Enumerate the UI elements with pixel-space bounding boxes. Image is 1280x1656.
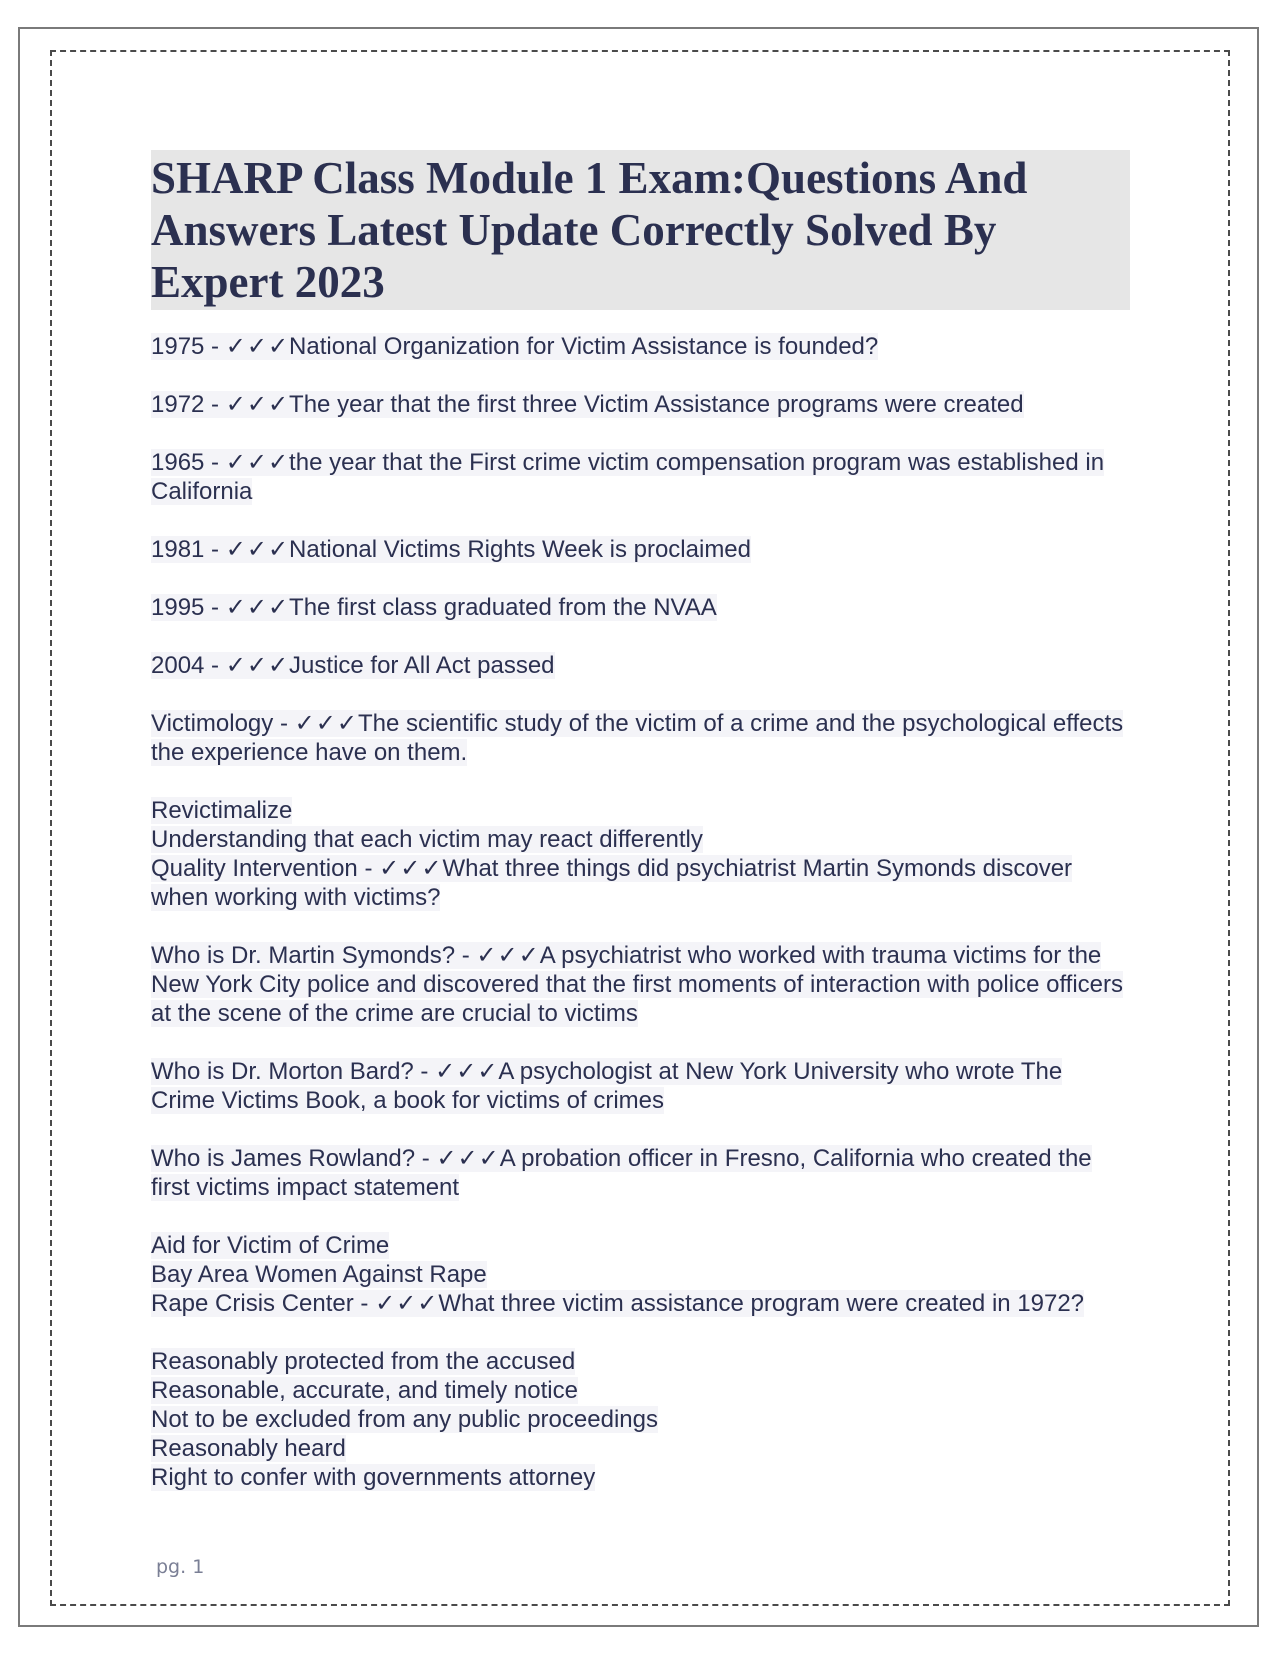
entry-answer: National Organization for Victim Assistance is founded? bbox=[289, 333, 879, 360]
qa-entry bbox=[151, 1231, 1130, 1318]
qa-entry bbox=[151, 709, 1130, 767]
check-mark-icon: ✓✓✓ bbox=[435, 1058, 499, 1085]
check-mark-icon: ✓✓✓ bbox=[436, 1145, 500, 1172]
check-mark-icon: ✓✓✓ bbox=[225, 391, 290, 418]
entry-term: Who is Dr. Martin Symonds? bbox=[151, 942, 456, 969]
entry-term: Rape Crisis Center bbox=[151, 1290, 354, 1317]
entry-answer: Justice for All Act passed bbox=[289, 652, 555, 679]
entry-term: Who is Dr. Morton Bard? bbox=[151, 1058, 414, 1085]
qa-entry bbox=[151, 651, 1130, 680]
entry-term: 1965 bbox=[151, 449, 205, 476]
entry-answer: National Victims Rights Week is proclaimed bbox=[289, 536, 751, 563]
entry-answer: The year that the first three Victim Assistance programs were created bbox=[289, 391, 1024, 418]
entry-term-line: Aid for Victim of Crime bbox=[151, 1232, 390, 1259]
rights-list-item: Not to be excluded from any public proceedings bbox=[151, 1406, 658, 1433]
qa-entry bbox=[151, 390, 1130, 419]
qa-entry bbox=[151, 593, 1130, 622]
qa-entry bbox=[151, 448, 1130, 506]
entry-text: Quality Intervention - ✓✓✓What three things did psychiatrist Martin Symonds discover when working with victims? bbox=[151, 855, 1073, 911]
rights-list-item: Reasonable, accurate, and timely notice bbox=[151, 1377, 578, 1404]
check-mark-icon: ✓✓✓ bbox=[225, 594, 290, 621]
qa-entries bbox=[151, 332, 1130, 1318]
entry-answer: What three victim assistance program were created in 1972? bbox=[438, 1290, 1085, 1317]
entry-term-line: Bay Area Women Against Rape bbox=[151, 1261, 487, 1288]
entry-text: 1972 - ✓✓✓The year that the first three Victim Assistance programs were created bbox=[151, 391, 1024, 418]
entry-text: Who is Dr. Morton Bard? - ✓✓✓A psychologist at New York University who wrote The Crime Victims Book, a book for victims of crimes bbox=[151, 1058, 1063, 1114]
document-body bbox=[151, 150, 1130, 1521]
qa-entry bbox=[151, 796, 1130, 912]
entry-term: 1981 bbox=[151, 536, 205, 563]
qa-entry bbox=[151, 535, 1130, 564]
entry-text: 1995 - ✓✓✓The first class graduated from the NVAA bbox=[151, 594, 717, 621]
qa-entry bbox=[151, 1144, 1130, 1202]
entry-term: Quality Intervention bbox=[151, 855, 358, 882]
entry-answer: the year that the First crime victim compensation program was established in California bbox=[151, 449, 1105, 505]
entry-term: 1995 bbox=[151, 594, 205, 621]
entry-text: 1975 - ✓✓✓National Organization for Victim Assistance is founded? bbox=[151, 333, 879, 360]
entry-answer: The scientific study of the victim of a crime and the psychological effects the experience have on them. bbox=[151, 710, 1124, 766]
entry-term: Who is James Rowland? bbox=[151, 1145, 416, 1172]
entry-answer: A psychologist at New York University who wrote The Crime Victims Book, a book for victims of crimes bbox=[151, 1058, 1063, 1114]
document-title: SHARP Class Module 1 Exam:Questions And Answers Latest Update Correctly Solved By Expert 2023 bbox=[151, 150, 1130, 310]
check-mark-icon: ✓✓✓ bbox=[225, 652, 290, 679]
check-mark-icon: ✓✓✓ bbox=[225, 536, 290, 563]
entry-text: Victimology - ✓✓✓The scientific study of the victim of a crime and the psychological effects the experience have on them. bbox=[151, 710, 1124, 766]
entry-text: Rape Crisis Center - ✓✓✓What three victim assistance program were created in 1972? bbox=[151, 1290, 1085, 1317]
rights-list bbox=[151, 1347, 1130, 1492]
qa-entry bbox=[151, 332, 1130, 361]
entry-text: 1965 - ✓✓✓the year that the First crime victim compensation program was established in California bbox=[151, 449, 1105, 505]
entry-term: 1972 bbox=[151, 391, 205, 418]
entry-answer: What three things did psychiatrist Martin Symonds discover when working with victims? bbox=[151, 855, 1073, 911]
entry-text: 1981 - ✓✓✓National Victims Rights Week is proclaimed bbox=[151, 536, 751, 563]
qa-entry bbox=[151, 941, 1130, 1028]
check-mark-icon: ✓✓✓ bbox=[379, 855, 443, 882]
entry-text: Who is James Rowland? - ✓✓✓A probation officer in Fresno, California who created the first victims impact statement bbox=[151, 1145, 1092, 1201]
rights-list-item: Reasonably protected from the accused bbox=[151, 1348, 576, 1375]
page-number: pg. 1 bbox=[156, 1556, 205, 1578]
check-mark-icon: ✓✓✓ bbox=[294, 710, 358, 737]
entry-term-line: Understanding that each victim may react differently bbox=[151, 826, 703, 853]
check-mark-icon: ✓✓✓ bbox=[476, 942, 540, 969]
entry-term: Victimology bbox=[151, 710, 274, 737]
entry-term: 2004 bbox=[151, 652, 205, 679]
rights-list-item: Reasonably heard bbox=[151, 1435, 346, 1462]
entry-term-line: Revictimalize bbox=[151, 797, 293, 824]
check-mark-icon: ✓✓✓ bbox=[375, 1290, 439, 1317]
entry-answer: The first class graduated from the NVAA bbox=[289, 594, 717, 621]
entry-answer: A psychiatrist who worked with trauma victims for the New York City police and discovered that the first moments of interaction with police officers at the scene of the crime are crucial to victims bbox=[151, 942, 1124, 1027]
entry-text: 2004 - ✓✓✓Justice for All Act passed bbox=[151, 652, 555, 679]
check-mark-icon: ✓✓✓ bbox=[225, 333, 290, 360]
entry-term: 1975 bbox=[151, 333, 205, 360]
qa-entry bbox=[151, 1057, 1130, 1115]
entry-text: Who is Dr. Martin Symonds? - ✓✓✓A psychiatrist who worked with trauma victims for the New York City police and discovered that the first moments of interaction with police officers at the scene of the crime are crucial to victims bbox=[151, 942, 1124, 1027]
check-mark-icon: ✓✓✓ bbox=[225, 449, 290, 476]
rights-list-item: Right to confer with governments attorney bbox=[151, 1464, 596, 1491]
entry-answer: A probation officer in Fresno, California who created the first victims impact statement bbox=[151, 1145, 1092, 1201]
